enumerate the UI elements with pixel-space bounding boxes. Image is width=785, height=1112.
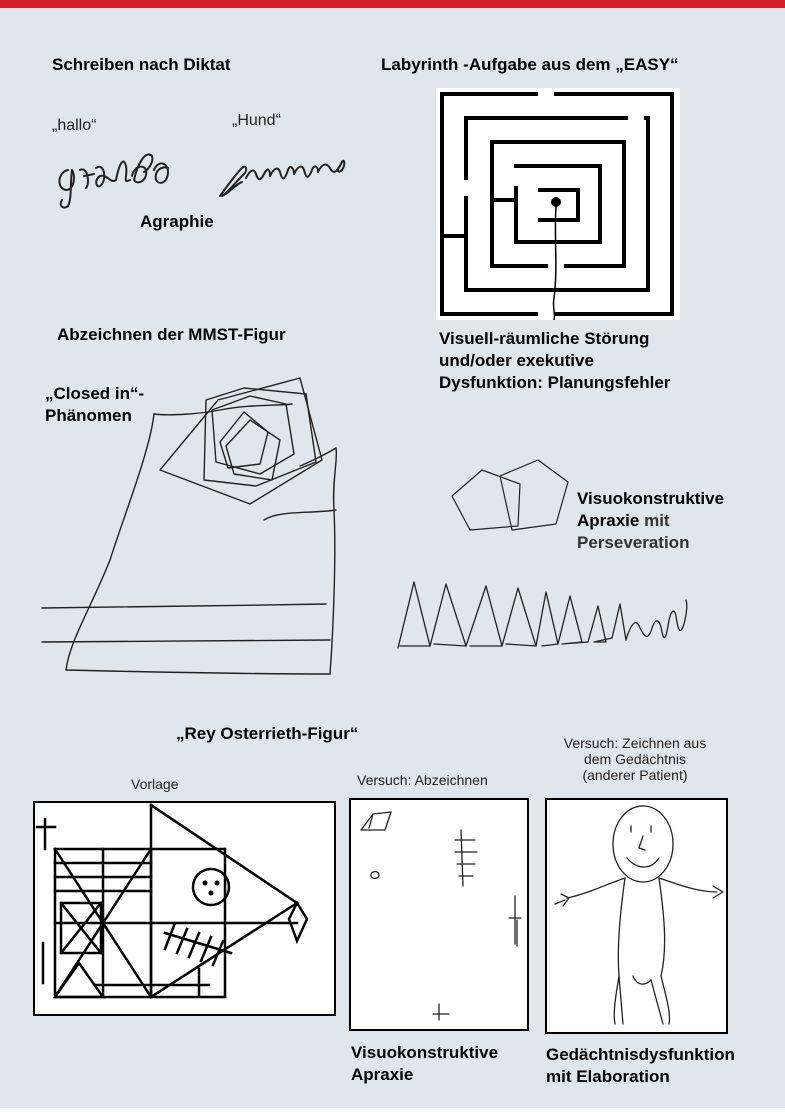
memory-attempt-label: Versuch: Zeichnen aus dem Gedächtnis (anderer Patient) [563,735,707,783]
rey-template-figure [35,803,334,1014]
perseveration-caption-part2: mit Perseveration [577,511,690,552]
dictation-word-hallo: „hallo“ [52,117,97,134]
closed-in-label: „Closed in“- Phänomen [45,384,145,425]
copy-caption: Visuokonstruktive Apraxie [351,1043,499,1084]
rey-memory-drawing [547,800,726,1032]
dictation-title: Schreiben nach Diktat [52,55,231,74]
labyrinth-figure [436,88,680,320]
top-accent-bar [0,0,785,8]
labyrinth-caption: Visuell-räumliche Störung und/oder exekutive Dysfunktion: Planungsfehler [439,329,671,392]
overlapping-pentagons [448,454,574,540]
mmst-title: Abzeichnen der MMST-Figur [57,325,286,344]
dictation-word-hund: „Hund“ [232,112,281,129]
agraphia-label: Agraphie [140,212,214,231]
mmst-drawing [30,370,370,690]
copy-attempt-label: Versuch: Abzeichnen [357,772,488,788]
rey-title: „Rey Osterrieth-Figur“ [176,724,359,743]
memory-caption: Gedächtnisdysfunktion mit Elaboration [546,1045,735,1086]
labyrinth-title: Labyrinth -Aufgabe aus dem „EASY“ [381,55,679,74]
perseveration-caption [577,488,724,554]
rey-copy-drawing [351,800,527,1029]
agraphia-handwriting [50,140,360,215]
template-label: Vorlage [131,776,179,792]
bottom-edge [0,1108,785,1112]
perseveration-caption-part1: Visuokonstruktive Apraxie [577,489,725,530]
perseveration-zigzag [394,576,704,656]
